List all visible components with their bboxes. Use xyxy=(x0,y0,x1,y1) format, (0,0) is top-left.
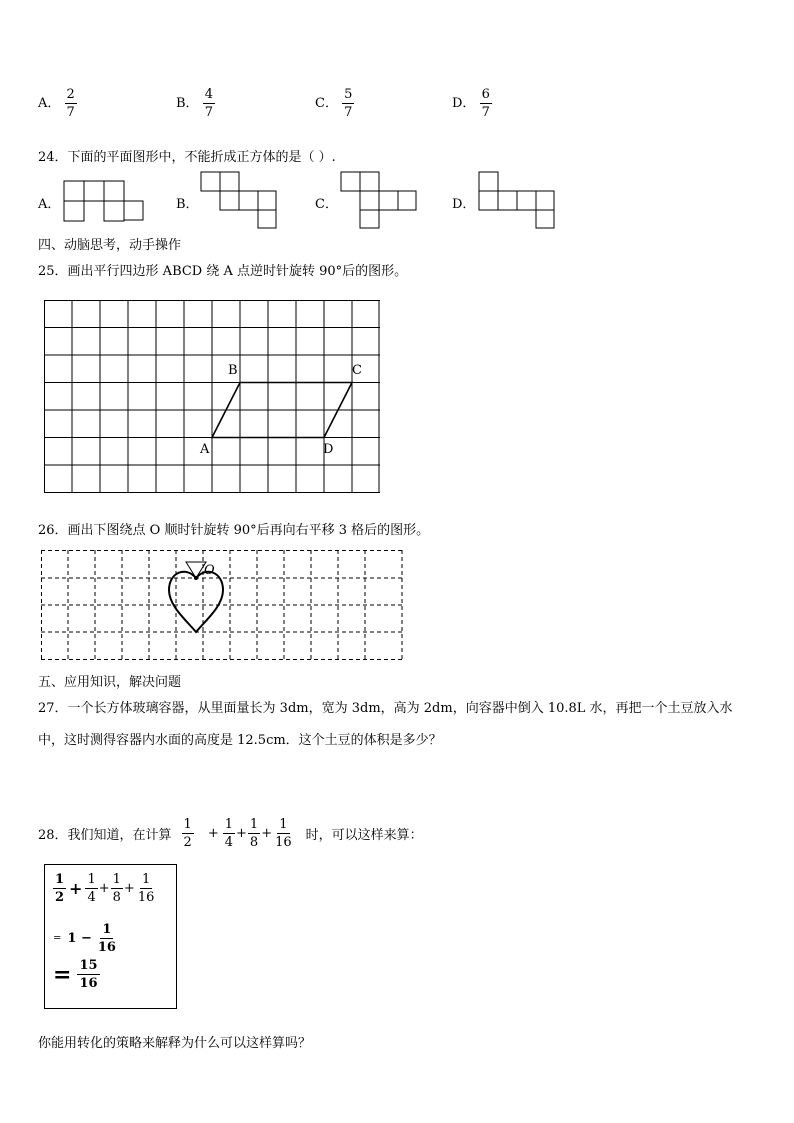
heart-shape xyxy=(169,572,223,632)
q28-question: 你能用转化的策略来解释为什么可以这样算吗？ xyxy=(38,1036,312,1051)
q23-option-d xyxy=(452,88,492,119)
q28-prompt xyxy=(38,818,423,849)
numerator: 1 xyxy=(87,872,96,887)
q24-net-d xyxy=(479,172,555,229)
denominator: 8 xyxy=(112,890,121,905)
q27-line-2: 中，这时测得容器内水面的高度是 12.5cm．这个土豆的体积是多少？ xyxy=(38,733,442,748)
fraction xyxy=(65,88,77,119)
plus-sign: + xyxy=(69,879,83,898)
fraction-sixteenth xyxy=(136,873,157,904)
denominator: 2 xyxy=(55,890,65,905)
fraction xyxy=(342,88,354,119)
q28-prefix: 28．我们知道，在计算 xyxy=(38,828,172,843)
numerator: 1 xyxy=(55,872,65,887)
q26-dashed-grid-figure xyxy=(41,550,403,661)
plus-sign: + xyxy=(123,881,135,896)
numerator: 15 xyxy=(79,958,98,973)
denominator: 4 xyxy=(87,890,96,905)
denominator: 16 xyxy=(97,940,116,955)
denominator: 7 xyxy=(66,105,75,120)
q24-option-c-label: C． xyxy=(315,197,338,212)
denominator: 16 xyxy=(275,835,292,850)
equals-sign: = xyxy=(53,933,62,944)
numerator: 4 xyxy=(204,87,213,102)
numerator: 5 xyxy=(344,87,353,102)
numerator: 2 xyxy=(66,87,75,102)
q23-option-label: A． xyxy=(38,96,61,111)
q23-option-label: D． xyxy=(452,96,476,111)
plus-sign: + xyxy=(236,826,247,841)
denominator: 16 xyxy=(79,976,98,991)
point-label-d: D xyxy=(323,442,334,457)
q25-grid-figure xyxy=(44,300,380,494)
fraction-result xyxy=(77,959,99,990)
fraction-half xyxy=(182,818,194,849)
point-label-b: B xyxy=(228,363,238,378)
q23-option-b xyxy=(176,88,215,119)
fraction xyxy=(480,88,492,119)
q23-option-label: C． xyxy=(315,96,338,111)
q27-line-1: 27．一个长方体玻璃容器，从里面量长为 3dm，宽为 3dm，高为 2dm，向容器中倒入 10.8L 水，再把一个土豆放入水 xyxy=(38,701,733,716)
denominator: 7 xyxy=(204,105,213,120)
q23-option-a xyxy=(38,88,77,119)
numerator: 1 xyxy=(183,817,192,832)
fraction xyxy=(203,88,215,119)
q25-text: 25．画出平行四边形 ABCD 绕 A 点逆时针旋转 90°后的图形。 xyxy=(38,264,408,279)
denominator: 7 xyxy=(344,105,353,120)
q23-option-c xyxy=(315,88,354,119)
fraction-half xyxy=(53,873,66,904)
equals-sign: = xyxy=(53,961,72,988)
q24-text: 24．下面的平面图形中，不能折成正方体的是（ ）. xyxy=(38,150,336,165)
numerator: 1 xyxy=(102,922,112,937)
point-label-c: C xyxy=(352,363,362,378)
section-5-heading: 五、应用知识，解决问题 xyxy=(38,675,182,690)
denominator: 2 xyxy=(183,835,192,850)
fraction-eighth xyxy=(111,873,123,904)
q24-net-b xyxy=(201,172,277,229)
plus-sign: + xyxy=(261,826,273,841)
q28-solution-box xyxy=(44,864,177,1009)
q24-option-a-label: A． xyxy=(38,197,61,212)
point-o-dot xyxy=(194,576,198,580)
numerator: 1 xyxy=(279,817,288,832)
numerator: 1 xyxy=(141,872,151,887)
solution-line-2 xyxy=(53,923,118,954)
fraction-quarter xyxy=(223,818,235,849)
plus-sign: + xyxy=(98,881,110,896)
numerator: 1 xyxy=(112,872,121,887)
plus-sign: + xyxy=(207,826,219,841)
denominator: 4 xyxy=(224,835,234,850)
fraction-sixteenth xyxy=(273,818,294,849)
q24-net-c xyxy=(341,172,417,229)
point-label-o: O xyxy=(204,563,215,578)
q26-text: 26．画出下图绕点 O 顺时针旋转 90°后再向右平移 3 格后的图形。 xyxy=(38,523,430,538)
denominator: 7 xyxy=(481,105,490,120)
solution-line-1 xyxy=(53,873,156,904)
q28-suffix: 时，可以这样来算： xyxy=(305,828,423,843)
q24-option-d-label: D． xyxy=(452,197,476,212)
q23-option-label: B． xyxy=(176,96,199,111)
fraction-sixteenth xyxy=(96,923,118,954)
point-label-a: A xyxy=(200,442,210,457)
solution-line-3 xyxy=(53,959,100,990)
numerator: 6 xyxy=(481,87,490,102)
q24-net-a xyxy=(64,181,144,221)
denominator: 8 xyxy=(249,835,259,850)
denominator: 16 xyxy=(137,890,155,905)
numerator: 1 xyxy=(249,817,259,832)
numerator: 1 xyxy=(224,817,234,832)
q24-option-b-label: B． xyxy=(176,197,199,212)
fraction-eighth xyxy=(248,818,260,849)
one-minus: 1 − xyxy=(67,931,92,946)
fraction-quarter xyxy=(85,873,97,904)
section-4-heading: 四、动脑思考，动手操作 xyxy=(38,238,182,253)
